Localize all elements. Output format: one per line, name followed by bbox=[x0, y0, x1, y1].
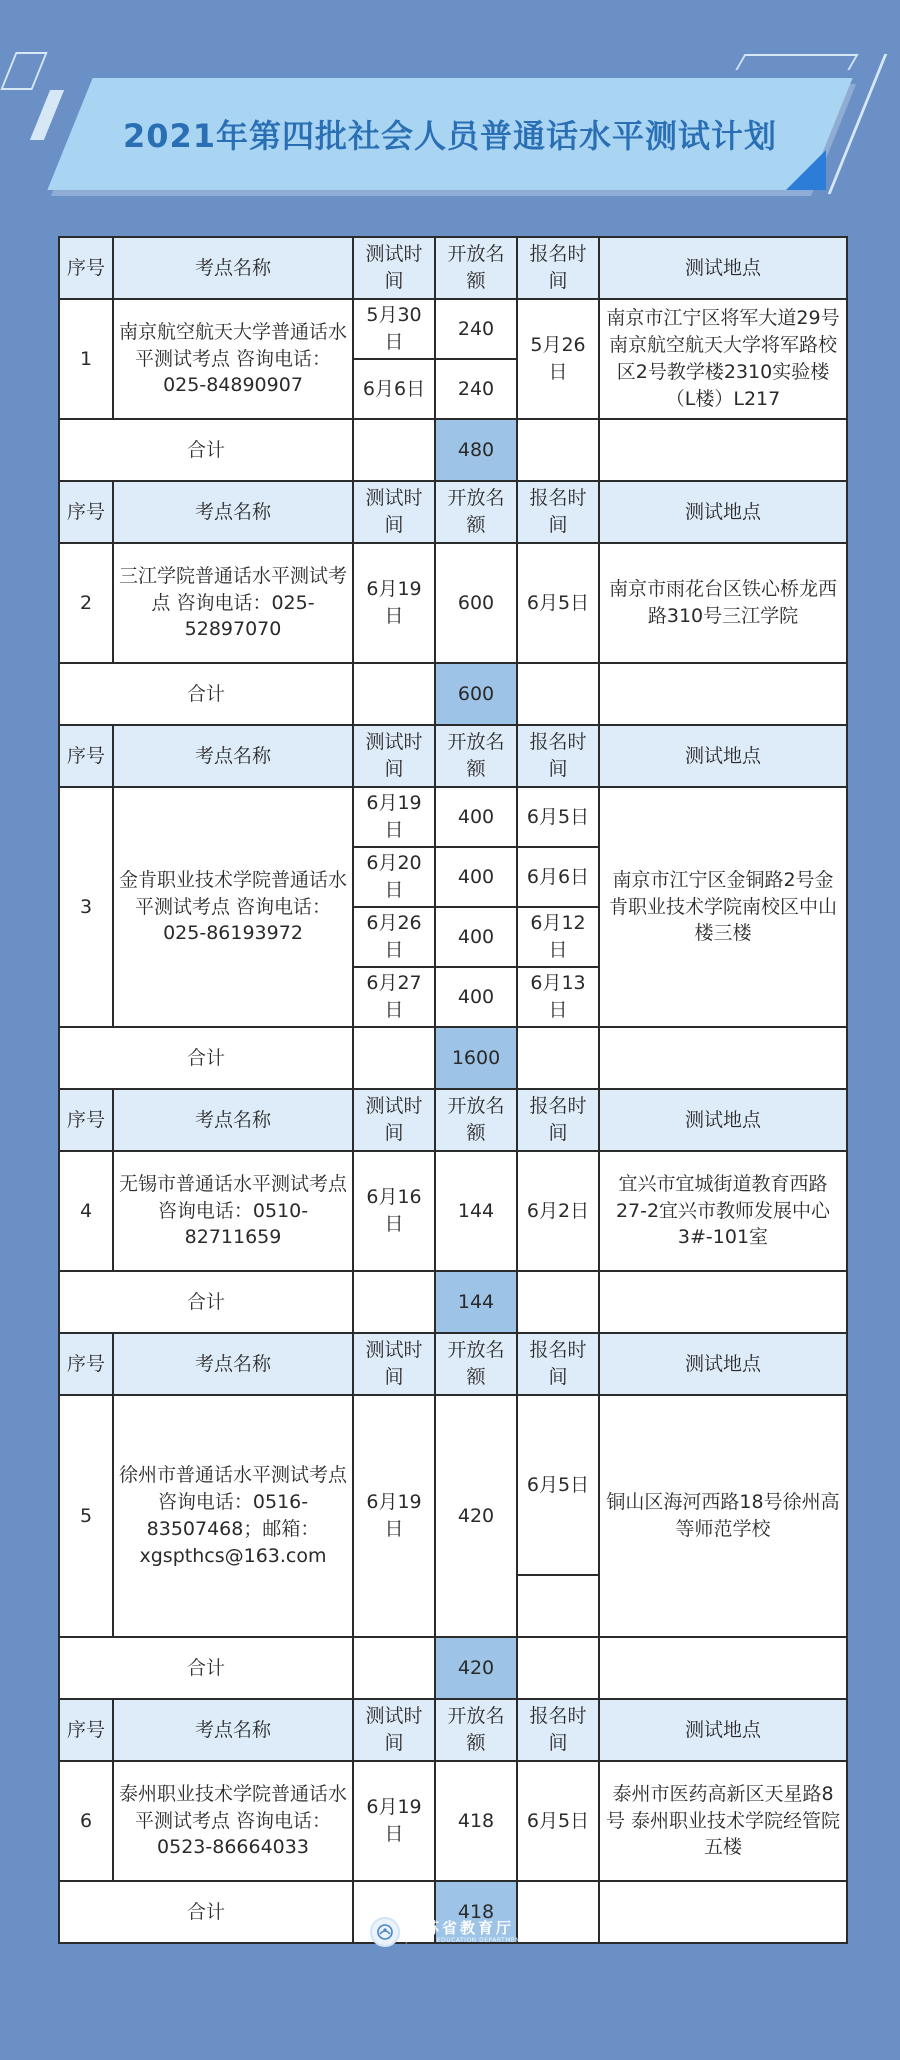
registration-date: 6月5日 bbox=[517, 543, 599, 663]
schedule-table bbox=[58, 236, 848, 1944]
header-cell: 考点名称 bbox=[113, 237, 353, 299]
table-header-row bbox=[59, 1333, 847, 1395]
empty-cell bbox=[599, 1027, 847, 1089]
header-cell: 报名时间 bbox=[517, 481, 599, 543]
header-cell: 考点名称 bbox=[113, 725, 353, 787]
header-cell: 测试时间 bbox=[353, 237, 435, 299]
header-cell: 报名时间 bbox=[517, 237, 599, 299]
table-row bbox=[59, 299, 847, 359]
quota: 400 bbox=[435, 907, 517, 967]
empty-cell bbox=[517, 1637, 599, 1699]
empty-cell bbox=[599, 1881, 847, 1943]
registration-date: 6月6日 bbox=[517, 847, 599, 907]
test-date: 5月30日 bbox=[353, 299, 435, 359]
test-date: 6月6日 bbox=[353, 359, 435, 419]
header-cell: 序号 bbox=[59, 481, 113, 543]
test-date: 6月19日 bbox=[353, 1395, 435, 1637]
footer-name: 江苏省教育厅 bbox=[406, 1919, 515, 1937]
empty-cell bbox=[517, 1027, 599, 1089]
decorative-frame bbox=[735, 54, 858, 70]
table-row bbox=[59, 787, 847, 847]
quota: 600 bbox=[435, 543, 517, 663]
table-row bbox=[59, 1761, 847, 1881]
header-cell: 报名时间 bbox=[517, 1699, 599, 1761]
empty-cell bbox=[599, 663, 847, 725]
header-cell: 测试时间 bbox=[353, 725, 435, 787]
quota: 400 bbox=[435, 787, 517, 847]
test-date: 6月20日 bbox=[353, 847, 435, 907]
header-cell: 测试地点 bbox=[599, 237, 847, 299]
quota: 400 bbox=[435, 847, 517, 907]
header-cell: 序号 bbox=[59, 237, 113, 299]
header-cell: 考点名称 bbox=[113, 1089, 353, 1151]
row-number: 1 bbox=[59, 299, 113, 419]
header-cell: 序号 bbox=[59, 1699, 113, 1761]
total-row bbox=[59, 1637, 847, 1699]
registration-date: 6月5日 bbox=[517, 1395, 599, 1575]
header-cell: 测试地点 bbox=[599, 1333, 847, 1395]
test-date: 6月19日 bbox=[353, 787, 435, 847]
total-label: 合计 bbox=[59, 1881, 353, 1943]
test-location: 南京市雨花台区铁心桥龙西路310号三江学院 bbox=[599, 543, 847, 663]
test-date: 6月26日 bbox=[353, 907, 435, 967]
header-cell: 开放名额 bbox=[435, 725, 517, 787]
table-row bbox=[59, 1151, 847, 1271]
header-cell: 开放名额 bbox=[435, 1089, 517, 1151]
total-value: 420 bbox=[435, 1637, 517, 1699]
empty-cell bbox=[353, 1637, 435, 1699]
empty-cell bbox=[599, 1271, 847, 1333]
decorative-frame bbox=[0, 52, 47, 90]
header-cell: 序号 bbox=[59, 725, 113, 787]
site-name: 金肯职业技术学院普通话水平测试考点 咨询电话：025-86193972 bbox=[113, 787, 353, 1027]
total-label: 合计 bbox=[59, 1637, 353, 1699]
row-number: 6 bbox=[59, 1761, 113, 1881]
header-cell: 测试时间 bbox=[353, 481, 435, 543]
total-value: 144 bbox=[435, 1271, 517, 1333]
table-header-row bbox=[59, 237, 847, 299]
total-label: 合计 bbox=[59, 419, 353, 481]
header-cell: 开放名额 bbox=[435, 1699, 517, 1761]
table-header-row bbox=[59, 1699, 847, 1761]
row-number: 3 bbox=[59, 787, 113, 1027]
empty-cell bbox=[599, 419, 847, 481]
footer-text bbox=[406, 1919, 524, 1945]
total-row bbox=[59, 1271, 847, 1333]
empty-cell bbox=[353, 419, 435, 481]
test-date: 6月19日 bbox=[353, 1761, 435, 1881]
header-cell: 测试地点 bbox=[599, 1089, 847, 1151]
header-cell: 开放名额 bbox=[435, 481, 517, 543]
header-cell: 序号 bbox=[59, 1089, 113, 1151]
test-location: 泰州市医药高新区天星路8号 泰州职业技术学院经管院五楼 bbox=[599, 1761, 847, 1881]
row-number: 4 bbox=[59, 1151, 113, 1271]
header-cell: 测试地点 bbox=[599, 1699, 847, 1761]
header-cell: 考点名称 bbox=[113, 1333, 353, 1395]
table-header-row bbox=[59, 1089, 847, 1151]
registration-date: 6月5日 bbox=[517, 787, 599, 847]
test-date: 6月16日 bbox=[353, 1151, 435, 1271]
site-name: 南京航空航天大学普通话水平测试考点 咨询电话：025-84890907 bbox=[113, 299, 353, 419]
empty-cell bbox=[517, 663, 599, 725]
registration-date: 6月5日 bbox=[517, 1761, 599, 1881]
total-row bbox=[59, 1027, 847, 1089]
quota: 420 bbox=[435, 1395, 517, 1637]
registration-date: 5月26日 bbox=[517, 299, 599, 419]
header-cell: 报名时间 bbox=[517, 1333, 599, 1395]
empty-cell bbox=[353, 1027, 435, 1089]
header-cell: 测试地点 bbox=[599, 725, 847, 787]
header-cell: 报名时间 bbox=[517, 725, 599, 787]
empty-cell bbox=[353, 663, 435, 725]
table-header-row bbox=[59, 725, 847, 787]
test-location: 南京市江宁区将军大道29号 南京航空航天大学将军路校区2号教学楼2310实验楼（L楼）L217 bbox=[599, 299, 847, 419]
total-label: 合计 bbox=[59, 1027, 353, 1089]
site-name: 无锡市普通话水平测试考点 咨询电话：0510-82711659 bbox=[113, 1151, 353, 1271]
row-number: 2 bbox=[59, 543, 113, 663]
table-row bbox=[59, 1395, 847, 1575]
quota: 400 bbox=[435, 967, 517, 1027]
page-title: 2021年第四批社会人员普通话水平测试计划 bbox=[122, 117, 778, 155]
test-location: 铜山区海河西路18号徐州高等师范学校 bbox=[599, 1395, 847, 1637]
empty-cell bbox=[517, 419, 599, 481]
total-label: 合计 bbox=[59, 1271, 353, 1333]
test-date: 6月27日 bbox=[353, 967, 435, 1027]
total-row bbox=[59, 663, 847, 725]
header-cell: 序号 bbox=[59, 1333, 113, 1395]
education-department-logo-icon bbox=[370, 1917, 400, 1947]
registration-date: 6月13日 bbox=[517, 967, 599, 1027]
table-row bbox=[59, 543, 847, 663]
test-location: 南京市江宁区金铜路2号金肯职业技术学院南校区中山楼三楼 bbox=[599, 787, 847, 1027]
empty-cell bbox=[353, 1271, 435, 1333]
quota: 418 bbox=[435, 1761, 517, 1881]
schedule-table-wrapper bbox=[58, 236, 846, 1944]
header-cell: 测试地点 bbox=[599, 481, 847, 543]
test-location: 宜兴市宜城街道教育西路27-2宜兴市教师发展中心3#-101室 bbox=[599, 1151, 847, 1271]
total-label: 合计 bbox=[59, 663, 353, 725]
total-value: 1600 bbox=[435, 1027, 517, 1089]
header-cell: 开放名额 bbox=[435, 1333, 517, 1395]
header-cell: 考点名称 bbox=[113, 481, 353, 543]
header-cell: 测试时间 bbox=[353, 1333, 435, 1395]
site-name: 徐州市普通话水平测试考点 咨询电话：0516-83507468；邮箱：xgspthcs@163.com bbox=[113, 1395, 353, 1637]
quota: 240 bbox=[435, 299, 517, 359]
registration-date: 6月12日 bbox=[517, 907, 599, 967]
footer-name-en: JIANGSU EDUCATION DEPARTMENT bbox=[406, 1937, 525, 1944]
header-cell: 测试时间 bbox=[353, 1699, 435, 1761]
header-cell: 报名时间 bbox=[517, 1089, 599, 1151]
site-name: 三江学院普通话水平测试考点 咨询电话：025-52897070 bbox=[113, 543, 353, 663]
header-cell: 测试时间 bbox=[353, 1089, 435, 1151]
test-date: 6月19日 bbox=[353, 543, 435, 663]
empty-cell bbox=[517, 1271, 599, 1333]
decorative-bar bbox=[30, 90, 64, 140]
row-number: 5 bbox=[59, 1395, 113, 1637]
header-cell: 考点名称 bbox=[113, 1699, 353, 1761]
total-value: 418 bbox=[435, 1881, 517, 1943]
table-header-row bbox=[59, 481, 847, 543]
quota: 144 bbox=[435, 1151, 517, 1271]
empty-cell bbox=[517, 1575, 599, 1637]
site-name: 泰州职业技术学院普通话水平测试考点 咨询电话：0523-86664033 bbox=[113, 1761, 353, 1881]
total-value: 600 bbox=[435, 663, 517, 725]
empty-cell bbox=[599, 1637, 847, 1699]
header-cell: 开放名额 bbox=[435, 237, 517, 299]
total-value: 480 bbox=[435, 419, 517, 481]
total-row bbox=[59, 419, 847, 481]
registration-date: 6月2日 bbox=[517, 1151, 599, 1271]
footer-logo bbox=[370, 1912, 530, 1952]
quota: 240 bbox=[435, 359, 517, 419]
